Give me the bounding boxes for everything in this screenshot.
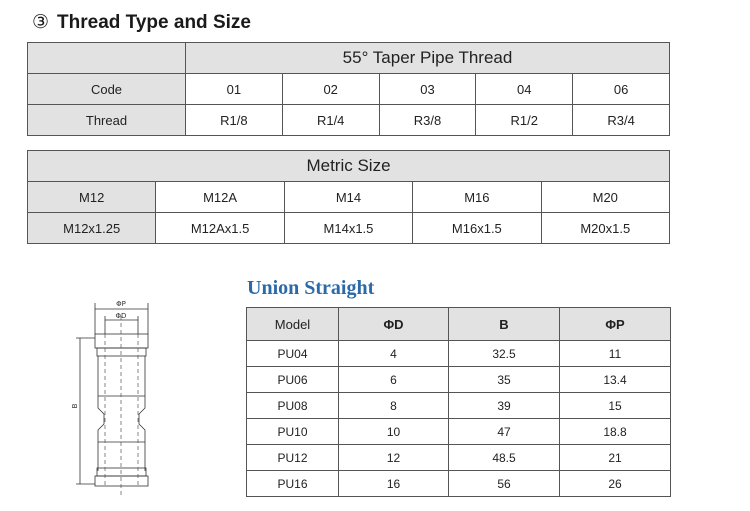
table-cell: 11: [560, 341, 671, 367]
taper-thread-label: Thread: [28, 105, 186, 136]
metric-header: Metric Size: [28, 151, 670, 182]
taper-thread-cell: R1/4: [282, 105, 379, 136]
taper-code-cell: 03: [379, 74, 476, 105]
table-row: [247, 367, 671, 393]
table-cell: 39: [449, 393, 560, 419]
drawing-label-b: B: [71, 403, 79, 409]
metric-size-table: [27, 150, 670, 244]
metric-size-cell: M20: [541, 182, 669, 213]
table-cell: 12: [339, 445, 449, 471]
table-cell: 4: [339, 341, 449, 367]
taper-code-cell: 02: [282, 74, 379, 105]
union-straight-drawing: [68, 296, 158, 506]
taper-code-cell: 04: [476, 74, 573, 105]
taper-thread-cell: R3/8: [379, 105, 476, 136]
metric-thread-cell: M14x1.5: [284, 213, 412, 244]
table-cell: 16: [339, 471, 449, 497]
union-title: Union Straight: [247, 277, 375, 299]
metric-thread-cell: M16x1.5: [413, 213, 541, 244]
metric-size-cell: M12A: [156, 182, 284, 213]
table-cell: 32.5: [449, 341, 560, 367]
table-cell: PU06: [247, 367, 339, 393]
taper-header: 55° Taper Pipe Thread: [186, 43, 670, 74]
taper-thread-cell: R1/8: [186, 105, 283, 136]
table-row: [247, 445, 671, 471]
metric-thread-cell: M12x1.25: [28, 213, 156, 244]
taper-thread-cell: R1/2: [476, 105, 573, 136]
table-cell: 13.4: [560, 367, 671, 393]
drawing-label-d: ΦD: [115, 312, 127, 320]
metric-thread-cell: M12Ax1.5: [156, 213, 284, 244]
table-row: [247, 341, 671, 367]
metric-thread-cell: M20x1.5: [541, 213, 669, 244]
metric-size-cell: M12: [28, 182, 156, 213]
taper-code-cell: 01: [186, 74, 283, 105]
table-cell: PU04: [247, 341, 339, 367]
section-title: [32, 11, 251, 34]
section-number: ③: [32, 11, 50, 33]
table-row: [247, 419, 671, 445]
union-col-header: ΦP: [560, 308, 671, 341]
table-cell: 10: [339, 419, 449, 445]
table-cell: 56: [449, 471, 560, 497]
table-cell: 47: [449, 419, 560, 445]
table-cell: 48.5: [449, 445, 560, 471]
table-cell: PU12: [247, 445, 339, 471]
table-cell: 21: [560, 445, 671, 471]
table-cell: PU10: [247, 419, 339, 445]
union-col-header: ΦD: [339, 308, 449, 341]
taper-thread-table: [27, 42, 670, 136]
table-row: [247, 393, 671, 419]
union-table: [246, 307, 671, 497]
taper-code-label: Code: [28, 74, 186, 105]
table-cell: 8: [339, 393, 449, 419]
metric-size-cell: M16: [413, 182, 541, 213]
taper-thread-cell: R3/4: [573, 105, 670, 136]
table-row: [247, 471, 671, 497]
table-cell: 15: [560, 393, 671, 419]
table-cell: 6: [339, 367, 449, 393]
table-cell: 35: [449, 367, 560, 393]
metric-size-cell: M14: [284, 182, 412, 213]
taper-code-cell: 06: [573, 74, 670, 105]
table-cell: 18.8: [560, 419, 671, 445]
table-cell: 26: [560, 471, 671, 497]
table-cell: PU16: [247, 471, 339, 497]
section-title-text: Thread Type and Size: [57, 12, 251, 33]
table-cell: PU08: [247, 393, 339, 419]
taper-corner-cell: [28, 43, 186, 74]
union-col-header: B: [449, 308, 560, 341]
drawing-label-p: ΦP: [116, 300, 126, 308]
union-col-header: Model: [247, 308, 339, 341]
